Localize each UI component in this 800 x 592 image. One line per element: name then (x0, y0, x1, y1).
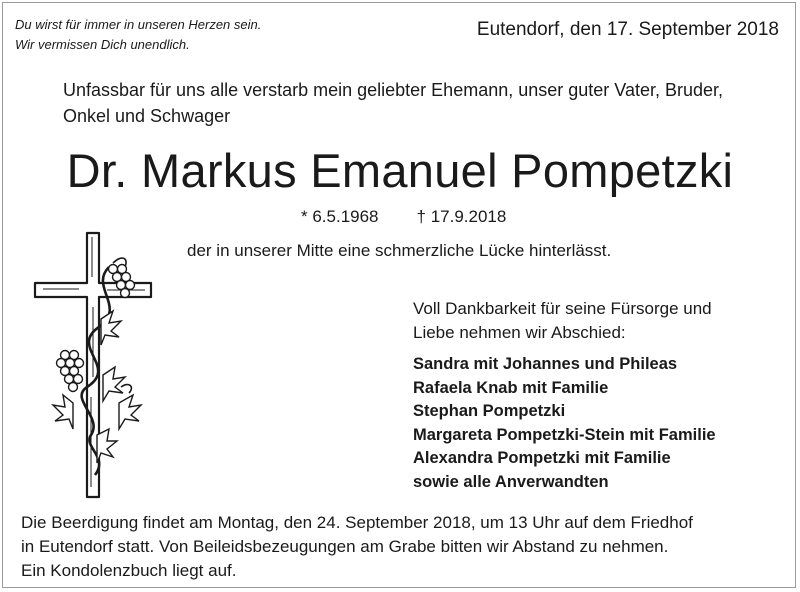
place-date: Eutendorf, den 17. September 2018 (476, 19, 779, 40)
intro-line: Onkel und Schwager (63, 106, 231, 126)
notice-frame (2, 2, 796, 588)
mourner: Stephan Pompetzki (413, 402, 566, 420)
intro-text (63, 77, 723, 129)
mourner: Margareta Pompetzki-Stein mit Familie (413, 425, 716, 444)
deceased-name: Dr. Markus Emanuel Pompetzki (66, 144, 734, 197)
thanks-line: Liebe nehmen wir Abschied: (413, 323, 626, 342)
motto-line: Wir vermissen Dich unendlich. (15, 37, 190, 52)
funeral-info-line: Die Beerdigung findet am Montag, den 24. September 2018, um 13 Uhr auf dem Friedhof (21, 513, 693, 532)
cross-with-grapevine-icon (29, 227, 169, 509)
mourner: Sandra mit Johannes und Phileas (413, 355, 678, 373)
thanks-text (413, 297, 712, 345)
intro-line: Unfassbar für uns alle verstarb mein geliebter Ehemann, unser guter Vater, Bruder, (63, 80, 724, 100)
motto (15, 15, 261, 55)
mourner: sowie alle Anverwandten (413, 472, 609, 491)
mourners-list (413, 353, 716, 494)
mourner: Rafaela Knab mit Familie (413, 378, 609, 397)
loss-line: der in unserer Mitte eine schmerzliche Lücke hinterlässt. (187, 241, 612, 260)
mourner: Alexandra Pompetzki mit Familie (413, 449, 671, 467)
birth-date: * 6.5.1968 (301, 207, 379, 226)
funeral-info (21, 511, 693, 583)
funeral-info-line: in Eutendorf statt. Von Beileidsbezeugungen am Grabe bitten wir Abstand zu nehmen. (21, 537, 669, 556)
death-date: † 17.9.2018 (416, 207, 507, 226)
funeral-info-line: Ein Kondolenzbuch liegt auf. (21, 561, 237, 580)
life-dates (301, 207, 506, 227)
motto-line: Du wirst für immer in unseren Herzen sein. (15, 17, 262, 32)
thanks-line: Voll Dankbarkeit für seine Fürsorge und (413, 299, 712, 318)
